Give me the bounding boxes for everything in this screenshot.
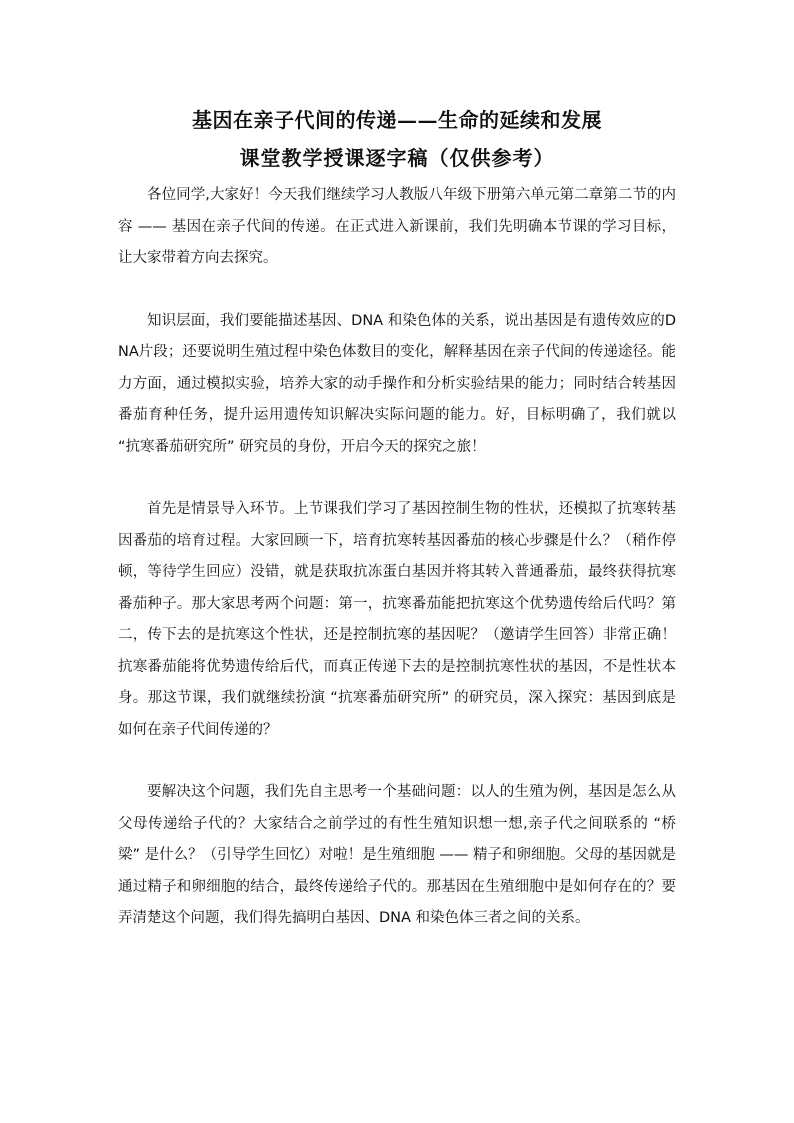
paragraph-intro: 各位同学,大家好！今天我们继续学习人教版八年级下册第六单元第二章第二节的内容 —— 基因在亲子代间的传递。在正式进入新课前，我们先明确本节课的学习目标，让大家带着方向去探究。 <box>118 187 676 266</box>
document-title: 基因在亲子代间的传递——生命的延续和发展 <box>192 108 602 132</box>
document-subtitle: 课堂教学授课逐字稿（仅供参考） <box>239 146 555 170</box>
paragraph-scenario: 首先是情景导入环节。上节课我们学习了基因控制生物的性状，还模拟了抗寒转基因番茄的培育过程。大家回顾一下，培育抗寒转基因番茄的核心步骤是什么？（稍作停顿，等待学生回应）没错，就是获取抗冻蛋白基因并将其转入普通番茄，最终获得抗寒番茄种子。那大家思考两个问题：第一，抗寒番茄能把抗寒这个优势遗传给后代吗？第二，传下去的是抗寒这个性状，还是控制抗寒的基因呢？（邀请学生回答）非常正确！抗寒番茄能将优势遗传给后代，而真正传递下去的是控制抗寒性状的基因，不是性状本身。那这节课，我们就继续扮演 “抗寒番茄研究所” 的研究员，深入探究：基因到底是如何在亲子代间传递的？ <box>118 501 676 738</box>
paragraph-objectives: 知识层面，我们要能描述基因、DNA 和染色体的关系，说出基因是有遗传效应的DNA片段；还要说明生殖过程中染色体数目的变化，解释基因在亲子代间的传递途径。能力方面，通过模拟实验，培养大家的动手操作和分析实验结果的能力；同时结合转基因番茄育种任务，提升运用遗传知识解决实际问题的能力。好，目标明确了，我们就以 “抗寒番茄研究所” 研究员的身份，开启今天的探究之旅！ <box>118 312 676 455</box>
document-body <box>118 180 676 935</box>
paragraph-inquiry: 要解决这个问题，我们先自主思考一个基础问题：以人的生殖为例，基因是怎么从父母传递给子代的？大家结合之前学过的有性生殖知识想一想,亲子代之间联系的 “桥梁” 是什么？（引导学生回忆）对啦！是生殖细胞 —— 精子和卵细胞。父母的基因就是通过精子和卵细胞的结合，最终传递给子代的。那基因在生殖细胞中是如何存在的？要弄清楚这个问题，我们得先搞明白基因、DNA 和染色体三者之间的关系。 <box>118 784 676 926</box>
